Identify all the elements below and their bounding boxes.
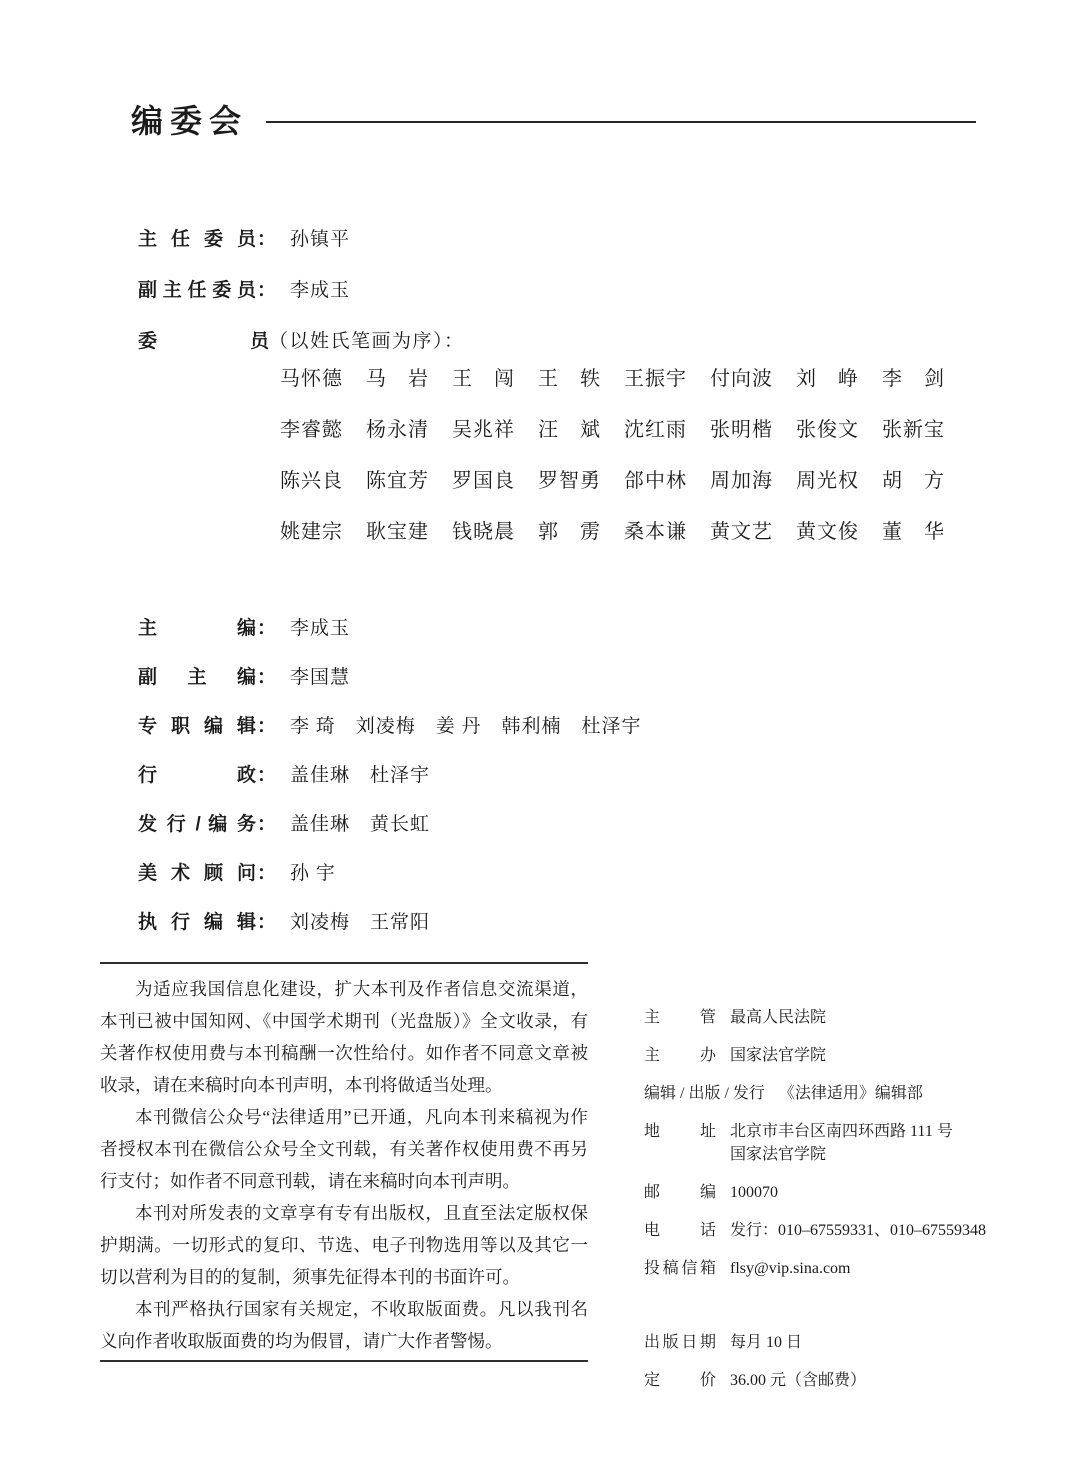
vice-chair-label: 副 主 任 委 员 xyxy=(138,280,256,301)
full-time-editors-colon: ： xyxy=(257,716,277,737)
member-name: 李睿懿 xyxy=(280,419,342,441)
art-consultant-colon: ： xyxy=(257,863,277,884)
member-name: 姚建宗 xyxy=(280,521,342,543)
page-header xyxy=(131,102,976,140)
staff-row-full-time-editors xyxy=(138,713,642,740)
notices-section xyxy=(100,973,588,1357)
art-consultant-label: 美 术 顾 问 xyxy=(138,863,256,884)
member-name: 李 剑 xyxy=(882,368,944,390)
staff-row-chief-editor xyxy=(138,615,350,642)
member-name: 陈宜芳 xyxy=(366,470,428,492)
deputy-editor-names: 李国慧 xyxy=(290,667,351,688)
member-name: 汪 斌 xyxy=(538,419,600,441)
member-name: 吴兆祥 xyxy=(452,419,514,441)
deputy-editor-label: 副 主 编 xyxy=(138,667,256,688)
member-name: 陈兴良 xyxy=(280,470,342,492)
staff-row-art-consultant xyxy=(138,860,336,887)
member-name: 罗国良 xyxy=(452,470,514,492)
email-value: flsy@vip.sina.com xyxy=(730,1260,851,1277)
staff-row-deputy-editor xyxy=(138,664,350,691)
member-name: 王 轶 xyxy=(538,368,600,390)
title-divider xyxy=(266,121,976,123)
members-sort-note: （以姓氏笔画为序）： xyxy=(269,331,465,352)
pub-row-supervisor xyxy=(644,1006,994,1029)
email-label: 投稿信箱 xyxy=(644,1260,716,1277)
member-name: 马 岩 xyxy=(366,368,428,390)
publication-info xyxy=(644,1006,994,1407)
member-name: 王 闯 xyxy=(452,368,514,390)
chief-editor-colon: ： xyxy=(257,618,277,639)
pub-row-editor-publisher xyxy=(644,1082,994,1105)
phone-label: 电 话 xyxy=(644,1222,716,1239)
board-row-vice-chair xyxy=(138,277,350,304)
vice-chair-colon: ： xyxy=(257,280,277,301)
organizer-label: 主 办 xyxy=(644,1047,716,1064)
price-label: 定 价 xyxy=(644,1372,716,1389)
chair-colon: ： xyxy=(257,229,277,250)
distribution-names: 盖佳琳 黄长虹 xyxy=(290,814,431,835)
pub-row-organizer xyxy=(644,1044,994,1067)
supervisor-value: 最高人民法院 xyxy=(730,1009,827,1026)
executive-editors-label: 执 行 编 辑 xyxy=(138,912,256,933)
pub-row-address xyxy=(644,1120,994,1166)
vice-chair-name: 李成玉 xyxy=(290,280,351,301)
page-title: 编委会 xyxy=(131,103,249,139)
publication-date-label: 出版日期 xyxy=(644,1334,716,1351)
supervisor-label: 主 管 xyxy=(644,1009,716,1026)
pub-section-gap xyxy=(644,1295,994,1331)
deputy-editor-colon: ： xyxy=(257,667,277,688)
member-name: 周光权 xyxy=(796,470,858,492)
member-name: 董 华 xyxy=(882,521,944,543)
member-name: 胡 方 xyxy=(882,470,944,492)
address-value xyxy=(730,1120,953,1166)
organizer-value: 国家法官学院 xyxy=(730,1047,827,1064)
members-label: 委 员 xyxy=(138,331,269,352)
member-name: 王振宇 xyxy=(624,368,686,390)
distribution-colon: ： xyxy=(257,814,277,835)
price-value: 36.00 元（含邮费） xyxy=(730,1372,867,1389)
member-name: 刘 峥 xyxy=(796,368,858,390)
pub-row-email xyxy=(644,1257,994,1280)
administration-colon: ： xyxy=(257,765,277,786)
member-name: 黄文艺 xyxy=(710,521,772,543)
full-time-editors-names: 李 琦 刘凌梅 姜 丹 韩利楠 杜泽宇 xyxy=(290,716,642,737)
member-name: 张新宝 xyxy=(882,419,944,441)
staff-row-distribution xyxy=(138,811,430,838)
pub-row-price xyxy=(644,1369,994,1392)
chief-editor-label: 主 编 xyxy=(138,618,256,639)
chief-editor-names: 李成玉 xyxy=(290,618,351,639)
publication-date-value: 每月 10 日 xyxy=(730,1334,803,1351)
address-line-1: 北京市丰台区南四环西路 111 号 xyxy=(730,1123,953,1140)
notices-top-divider xyxy=(100,962,588,964)
member-name: 耿宝建 xyxy=(366,521,428,543)
notice-paragraph-wechat: 本刊微信公众号“法律适用”已开通，凡向本刊来稿视为作者授权本刊在微信公众号全文刊载，有关著作权使用费不再另行支付；如作者不同意刊载，请在来稿时向本刊声明。 xyxy=(100,1107,588,1191)
pub-row-postcode xyxy=(644,1181,994,1204)
board-members-grid xyxy=(280,367,944,544)
pub-row-phone xyxy=(644,1219,994,1242)
chair-name: 孙镇平 xyxy=(290,229,351,250)
editor-publisher-value: 《法律适用》编辑部 xyxy=(778,1085,923,1102)
editor-publisher-label: 编辑 / 出版 / 发行 xyxy=(644,1085,765,1102)
staff-row-administration xyxy=(138,762,430,789)
executive-editors-names: 刘凌梅 王常阳 xyxy=(290,912,431,933)
member-name: 钱晓晨 xyxy=(452,521,514,543)
board-row-members-heading xyxy=(138,328,465,355)
full-time-editors-label: 专 职 编 辑 xyxy=(138,716,256,737)
member-name: 沈红雨 xyxy=(624,419,686,441)
member-name: 黄文俊 xyxy=(796,521,858,543)
pub-row-publication-date xyxy=(644,1331,994,1354)
member-name: 罗智勇 xyxy=(538,470,600,492)
notices-bottom-divider xyxy=(100,1360,588,1362)
member-name: 张明楷 xyxy=(710,419,772,441)
administration-label: 行 政 xyxy=(138,765,256,786)
member-name: 桑本谦 xyxy=(624,521,686,543)
member-name: 杨永清 xyxy=(366,419,428,441)
administration-names: 盖佳琳 杜泽宇 xyxy=(290,765,431,786)
chair-label: 主 任 委 员 xyxy=(138,229,256,250)
executive-editors-colon: ： xyxy=(257,912,277,933)
staff-row-executive-editors xyxy=(138,909,430,936)
member-name: 郭 雳 xyxy=(538,521,600,543)
member-name: 付向波 xyxy=(710,368,772,390)
notice-paragraph-cnki: 为适应我国信息化建设，扩大本刊及作者信息交流渠道，本刊已被中国知网、《中国学术期刊（光盘版）》全文收录，有关著作权使用费与本刊稿酬一次性给付。如作者不同意文章被收录，请在来稿时向本刊声明，本刊将做适当处理。 xyxy=(100,979,588,1095)
member-name: 郃中林 xyxy=(624,470,686,492)
notice-paragraph-fees: 本刊严格执行国家有关规定，不收取版面费。凡以我刊名义向作者收取版面费的均为假冒，请广大作者警惕。 xyxy=(100,1299,588,1351)
distribution-label: 发 行 / 编 务 xyxy=(138,814,256,835)
member-name: 周加海 xyxy=(710,470,772,492)
member-name: 张俊文 xyxy=(796,419,858,441)
postcode-value: 100070 xyxy=(730,1184,778,1201)
address-line-2: 国家法官学院 xyxy=(730,1146,827,1163)
phone-value: 发行：010–67559331、010–67559348 xyxy=(730,1222,987,1239)
board-row-chair xyxy=(138,226,350,253)
art-consultant-names: 孙 宇 xyxy=(290,863,336,884)
postcode-label: 邮 编 xyxy=(644,1184,716,1201)
notice-paragraph-copyright: 本刊对所发表的文章享有专有出版权，且直至法定版权保护期满。一切形式的复印、节选、电子刊物选用等以及其它一切以营利为目的的复制，须事先征得本刊的书面许可。 xyxy=(100,1203,588,1287)
member-name: 马怀德 xyxy=(280,368,342,390)
address-label: 地 址 xyxy=(644,1123,716,1140)
